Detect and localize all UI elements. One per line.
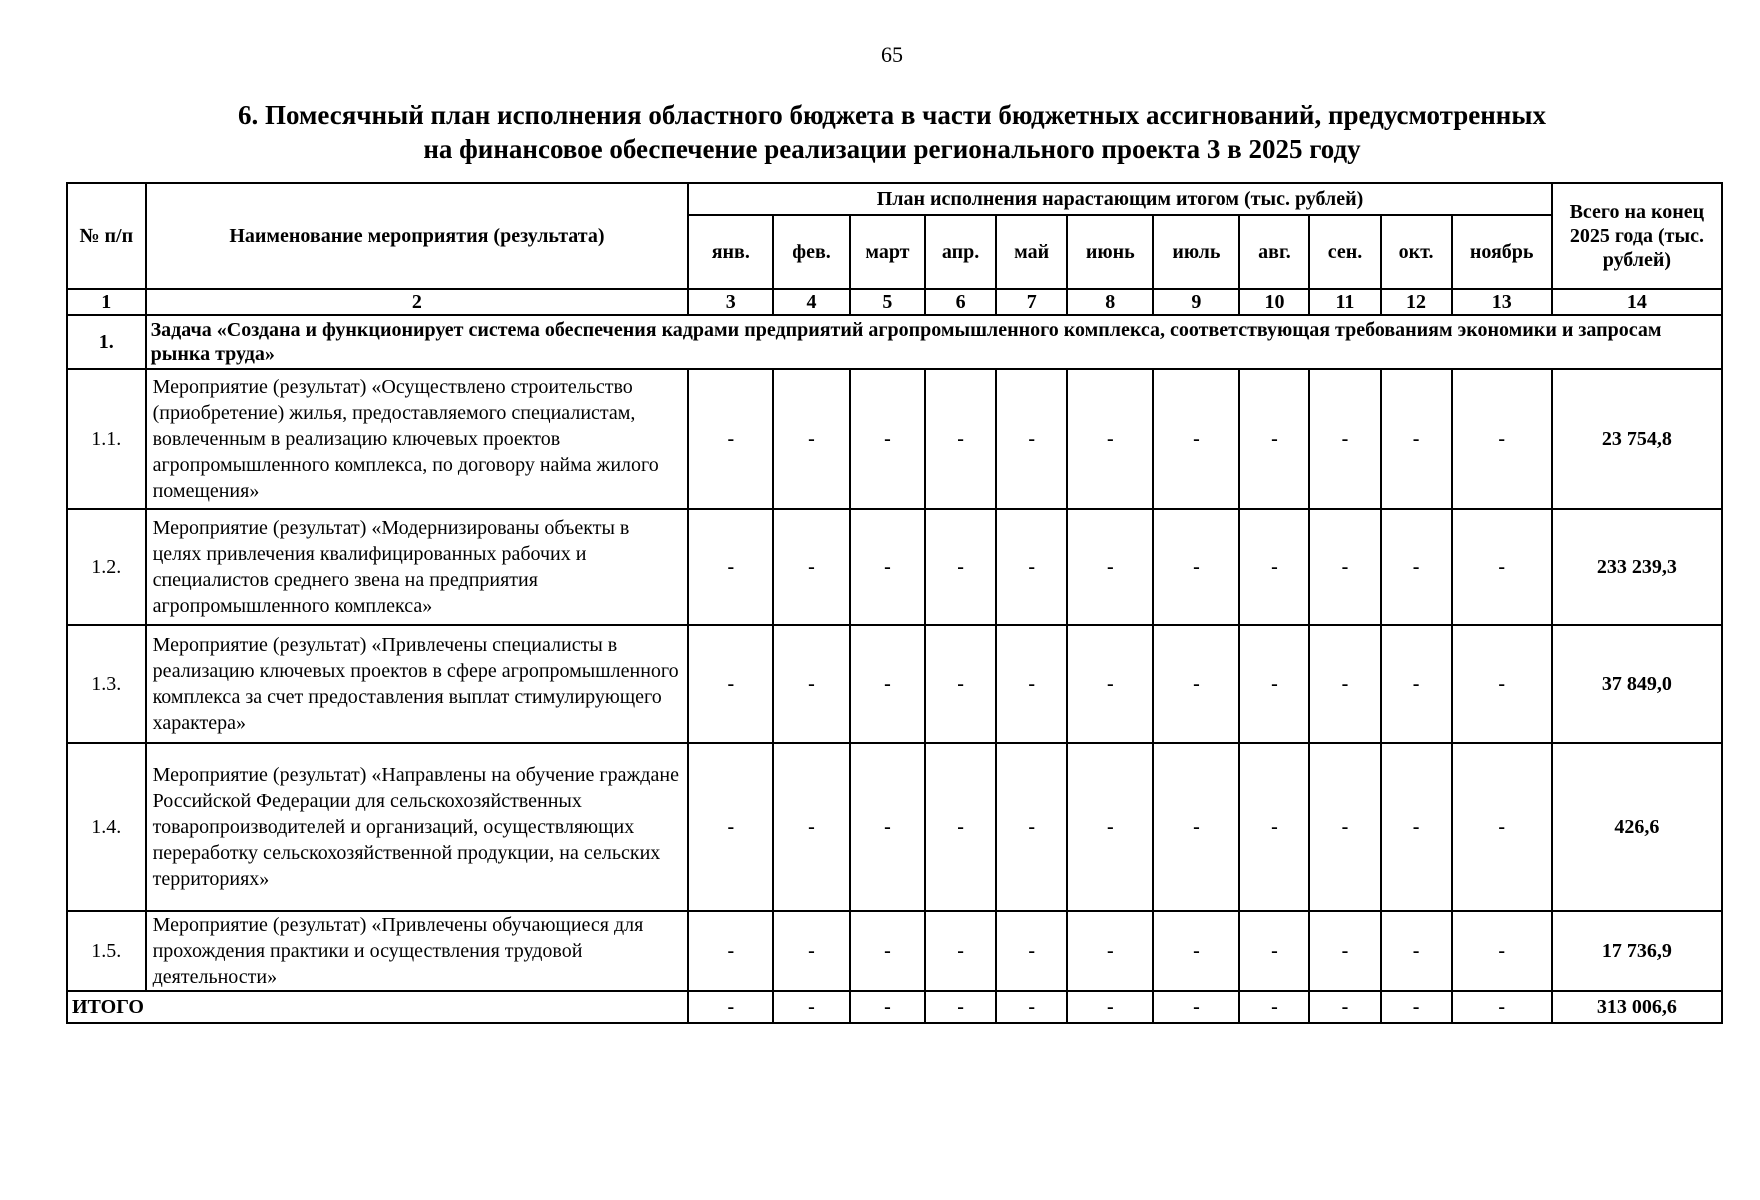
month-value: - bbox=[1239, 911, 1309, 991]
column-number: 11 bbox=[1309, 289, 1380, 315]
month-header: окт. bbox=[1381, 215, 1452, 289]
month-value: - bbox=[1239, 509, 1309, 625]
month-value: - bbox=[1067, 509, 1153, 625]
month-header: фев. bbox=[773, 215, 849, 289]
itogo-month-value: - bbox=[1381, 991, 1452, 1023]
month-value: - bbox=[1309, 369, 1380, 509]
month-value: - bbox=[1153, 911, 1239, 991]
month-value: - bbox=[688, 743, 773, 911]
month-value: - bbox=[996, 625, 1067, 743]
month-value: - bbox=[1381, 911, 1452, 991]
itogo-label: ИТОГО bbox=[67, 991, 688, 1023]
row-total: 23 754,8 bbox=[1552, 369, 1722, 509]
month-value: - bbox=[1309, 743, 1380, 911]
column-number: 8 bbox=[1067, 289, 1153, 315]
month-value: - bbox=[850, 911, 925, 991]
itogo-total: 313 006,6 bbox=[1552, 991, 1722, 1023]
month-value: - bbox=[688, 369, 773, 509]
column-number: 3 bbox=[688, 289, 773, 315]
row-total: 426,6 bbox=[1552, 743, 1722, 911]
column-number: 12 bbox=[1381, 289, 1452, 315]
month-header: апр. bbox=[925, 215, 996, 289]
row-num: 1.4. bbox=[67, 743, 146, 911]
header-row bbox=[67, 183, 1722, 215]
table-row bbox=[67, 509, 1722, 625]
budget-plan-table bbox=[66, 182, 1723, 1024]
month-value: - bbox=[1309, 911, 1380, 991]
month-value: - bbox=[773, 369, 849, 509]
column-number-row bbox=[67, 289, 1722, 315]
month-value: - bbox=[1239, 369, 1309, 509]
month-value: - bbox=[850, 625, 925, 743]
page-number: 65 bbox=[881, 42, 903, 67]
column-number: 5 bbox=[850, 289, 925, 315]
month-value: - bbox=[1067, 743, 1153, 911]
month-value: - bbox=[925, 911, 996, 991]
month-value: - bbox=[1381, 369, 1452, 509]
month-value: - bbox=[1309, 625, 1380, 743]
itogo-month-value: - bbox=[773, 991, 849, 1023]
month-value: - bbox=[1309, 509, 1380, 625]
row-num: 1.1. bbox=[67, 369, 146, 509]
month-value: - bbox=[1153, 743, 1239, 911]
month-value: - bbox=[1067, 911, 1153, 991]
column-number: 6 bbox=[925, 289, 996, 315]
header-name: Наименование мероприятия (результата) bbox=[146, 183, 689, 289]
month-value: - bbox=[1452, 743, 1552, 911]
month-value: - bbox=[925, 625, 996, 743]
month-value: - bbox=[850, 509, 925, 625]
month-value: - bbox=[1067, 625, 1153, 743]
itogo-month-value: - bbox=[688, 991, 773, 1023]
month-value: - bbox=[773, 743, 849, 911]
row-total: 17 736,9 bbox=[1552, 911, 1722, 991]
month-value: - bbox=[850, 369, 925, 509]
month-value: - bbox=[773, 625, 849, 743]
month-value: - bbox=[850, 743, 925, 911]
month-value: - bbox=[773, 509, 849, 625]
month-value: - bbox=[1452, 369, 1552, 509]
itogo-month-value: - bbox=[996, 991, 1067, 1023]
month-value: - bbox=[1153, 509, 1239, 625]
row-total: 37 849,0 bbox=[1552, 625, 1722, 743]
month-value: - bbox=[1381, 509, 1452, 625]
month-value: - bbox=[1452, 911, 1552, 991]
table-row bbox=[67, 743, 1722, 911]
column-number: 13 bbox=[1452, 289, 1552, 315]
month-header: ноябрь bbox=[1452, 215, 1552, 289]
month-header: июнь bbox=[1067, 215, 1153, 289]
header-plan-group: План исполнения нарастающим итогом (тыс. рублей) bbox=[688, 183, 1552, 215]
column-number: 7 bbox=[996, 289, 1067, 315]
month-value: - bbox=[1452, 509, 1552, 625]
title-line-2: на финансовое обеспечение реализации регионального проекта 3 в 2025 году bbox=[423, 134, 1361, 164]
document-title bbox=[0, 98, 1760, 166]
month-header: сен. bbox=[1309, 215, 1380, 289]
column-number: 10 bbox=[1239, 289, 1309, 315]
month-header: май bbox=[996, 215, 1067, 289]
row-name: Мероприятие (результат) «Осуществлено строительство (приобретение) жилья, предоставляемого специалистам, вовлеченным в реализацию ключевых проектов агропромышленного комплекса, по договору найма жилого помещения» bbox=[146, 369, 689, 509]
table-row bbox=[67, 625, 1722, 743]
table-row bbox=[67, 911, 1722, 991]
itogo-month-value: - bbox=[1452, 991, 1552, 1023]
row-num: 1.2. bbox=[67, 509, 146, 625]
month-value: - bbox=[996, 369, 1067, 509]
month-value: - bbox=[1153, 369, 1239, 509]
itogo-month-value: - bbox=[1067, 991, 1153, 1023]
task-text: Задача «Создана и функционирует система обеспечения кадрами предприятий агропромышленного комплекса, соответствующая требованиям экономики и запросам рынка труда» bbox=[146, 315, 1722, 369]
table-row bbox=[67, 369, 1722, 509]
row-name: Мероприятие (результат) «Привлечены специалисты в реализацию ключевых проектов в сфере агропромышленного комплекса за счет предоставления выплат стимулирующего характера» bbox=[146, 625, 689, 743]
column-number: 2 bbox=[146, 289, 689, 315]
row-total: 233 239,3 bbox=[1552, 509, 1722, 625]
column-number: 4 bbox=[773, 289, 849, 315]
itogo-month-value: - bbox=[1153, 991, 1239, 1023]
month-header: июль bbox=[1153, 215, 1239, 289]
month-header: авг. bbox=[1239, 215, 1309, 289]
month-value: - bbox=[925, 743, 996, 911]
month-value: - bbox=[688, 625, 773, 743]
row-name: Мероприятие (результат) «Привлечены обучающиеся для прохождения практики и осуществления трудовой деятельности» bbox=[146, 911, 689, 991]
month-value: - bbox=[773, 911, 849, 991]
row-name: Мероприятие (результат) «Модернизированы объекты в целях привлечения квалифицированных рабочих и специалистов среднего звена на предприятия агропромышленного комплекса» bbox=[146, 509, 689, 625]
column-number: 9 bbox=[1153, 289, 1239, 315]
month-value: - bbox=[1239, 625, 1309, 743]
month-value: - bbox=[1381, 625, 1452, 743]
itogo-month-value: - bbox=[1239, 991, 1309, 1023]
month-header: янв. bbox=[688, 215, 773, 289]
month-value: - bbox=[925, 369, 996, 509]
month-value: - bbox=[1452, 625, 1552, 743]
month-value: - bbox=[1067, 369, 1153, 509]
row-num: 1.3. bbox=[67, 625, 146, 743]
itogo-month-value: - bbox=[1309, 991, 1380, 1023]
title-line-1: 6. Помесячный план исполнения областного бюджета в части бюджетных ассигнований, предусмотренных bbox=[238, 100, 1546, 130]
row-num: 1.5. bbox=[67, 911, 146, 991]
month-value: - bbox=[1153, 625, 1239, 743]
itogo-row bbox=[67, 991, 1722, 1023]
month-value: - bbox=[1239, 743, 1309, 911]
column-number: 1 bbox=[67, 289, 146, 315]
month-header: март bbox=[850, 215, 925, 289]
row-name: Мероприятие (результат) «Направлены на обучение граждане Российской Федерации для сельскохозяйственных товаропроизводителей и организаций, осуществляющих переработку сельскохозяйственной продукции, на сельских территориях» bbox=[146, 743, 689, 911]
task-row bbox=[67, 315, 1722, 369]
month-value: - bbox=[925, 509, 996, 625]
itogo-month-value: - bbox=[850, 991, 925, 1023]
header-num: № п/п bbox=[67, 183, 146, 289]
itogo-month-value: - bbox=[925, 991, 996, 1023]
task-num: 1. bbox=[67, 315, 146, 369]
month-value: - bbox=[996, 509, 1067, 625]
header-total: Всего на конец 2025 года (тыс. рублей) bbox=[1552, 183, 1722, 289]
month-value: - bbox=[688, 509, 773, 625]
column-number: 14 bbox=[1552, 289, 1722, 315]
month-value: - bbox=[688, 911, 773, 991]
month-value: - bbox=[1381, 743, 1452, 911]
month-value: - bbox=[996, 911, 1067, 991]
month-value: - bbox=[996, 743, 1067, 911]
